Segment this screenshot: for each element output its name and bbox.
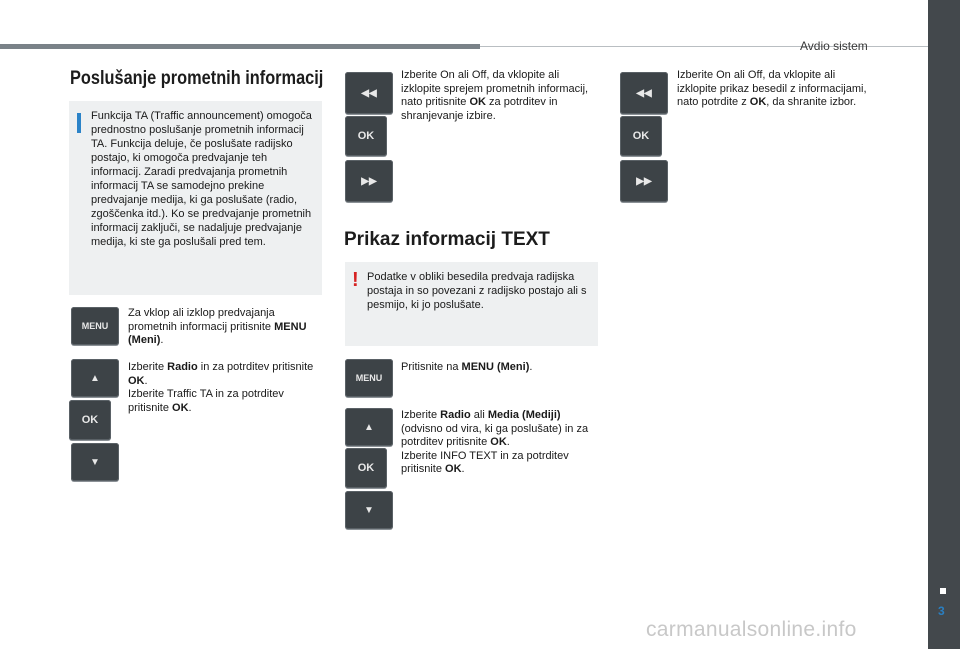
- step-bold: OK: [128, 374, 145, 387]
- step-bold: Radio: [167, 361, 198, 373]
- step-bold: OK: [749, 96, 767, 108]
- down-button: [345, 491, 393, 529]
- step-select-source: [401, 409, 596, 477]
- step-text: Pritisnite na: [401, 361, 462, 373]
- info-note-text: Funkcija TA (Traffic announcement) omogoča prednostno poslušanje prometnih informacij TA. Funkcija deluje, če poslušate radijsko postajo, ki omogoča predvajanje teh informacij. Zaradi predvajanja prometnih informacij TA se samodejno prekine predvajanje medija, ki ga poslušate (radio, zgoščenka itd.). Ko se predvajanje prometnih informacij zaključi, se nadaljuje predvajanje medija, ki ste ga poslušali pred tem.: [91, 110, 312, 248]
- step-text: in za potrditev pritisnite: [197, 361, 314, 373]
- step-bold: MENU (Meni): [461, 361, 530, 373]
- ok-button-label: OK: [357, 130, 375, 142]
- header-rule: [0, 44, 480, 49]
- page-sidebar: [928, 0, 960, 649]
- up-button: [345, 408, 393, 446]
- page-marker: [940, 588, 946, 594]
- step-text: Izberite: [128, 361, 168, 373]
- step-text: Izberite Traffic TA in za potrditev pritisnite: [128, 388, 284, 414]
- title-traffic-info: Poslušanje prometnih informacij: [70, 68, 324, 89]
- step-text: .: [461, 463, 465, 475]
- step-text: .: [144, 374, 148, 387]
- step-text: Izberite INFO TEXT in za potrditev pritisnite: [401, 449, 569, 475]
- step-text: , da shranite izbor.: [766, 96, 857, 108]
- step-text: Za vklop ali izklop predvajanja prometnih informacij pritisnite: [128, 307, 275, 333]
- rewind-icon: ◀◀: [636, 87, 652, 99]
- section-title: Avdio sistem: [800, 39, 868, 53]
- down-button: [71, 443, 119, 481]
- forward-button: [345, 160, 393, 202]
- ok-button-label: OK: [632, 130, 650, 142]
- forward-icon: ▶▶: [361, 175, 377, 187]
- ok-button: [345, 448, 387, 488]
- step-bold: OK: [469, 96, 486, 108]
- menu-button: [71, 307, 119, 345]
- step-toggle-text: [677, 69, 867, 110]
- step-text: .: [506, 436, 510, 448]
- step-toggle-ta: [401, 69, 596, 123]
- up-arrow-icon: ▲: [364, 421, 374, 433]
- menu-button-label: MENU: [355, 373, 383, 383]
- rewind-icon: ◀◀: [361, 87, 377, 99]
- step-text: .: [188, 401, 192, 414]
- ok-button: [345, 116, 387, 156]
- warning-icon: !: [352, 269, 359, 291]
- step-bold: Radio: [440, 409, 471, 421]
- step-text: za potrditev in shranjevanje izbire.: [401, 96, 558, 122]
- step-bold: MENU (Meni): [128, 320, 307, 346]
- watermark: carmanualsonline.info: [646, 618, 857, 641]
- step-bold: Media (Mediji): [487, 409, 561, 421]
- warning-note-text: [345, 262, 598, 346]
- forward-button: [620, 160, 668, 202]
- step-press-menu: [401, 361, 596, 375]
- down-arrow-icon: ▼: [90, 456, 100, 468]
- title-text-info: Prikaz informacij TEXT: [344, 229, 550, 250]
- menu-button-label: MENU: [81, 321, 109, 331]
- step-text: Izberite On ali Off, da vklopite ali izklopite prikaz besedil z informacijami, nato potrdite z: [677, 69, 867, 108]
- warning-note-body: Podatke v obliki besedila predvaja radijska postaja in so povezani z radijsko postajo ali s pesmijo, ki jo poslušate.: [367, 271, 587, 311]
- ok-button: [69, 400, 111, 440]
- step-text: (odvisno od vira, ki ga poslušate) in za potrditev pritisnite: [401, 422, 589, 448]
- up-arrow-icon: ▲: [90, 372, 100, 384]
- info-note-ta: [69, 101, 322, 295]
- step-select-radio: [128, 361, 318, 415]
- step-bold: OK: [445, 463, 462, 475]
- down-arrow-icon: ▼: [364, 504, 374, 516]
- menu-button: [345, 359, 393, 397]
- info-icon: [77, 113, 81, 133]
- step-bold: OK: [490, 436, 507, 448]
- page-number: 3: [938, 604, 945, 618]
- step-text: Izberite: [401, 409, 441, 421]
- ok-button-label: OK: [81, 414, 99, 426]
- step-text: .: [160, 334, 164, 346]
- step-text: Izberite On ali Off, da vklopite ali izklopite sprejem prometnih informacij, nato pritisnite: [401, 69, 589, 108]
- rewind-button: [345, 72, 393, 114]
- rewind-button: [620, 72, 668, 114]
- ok-button: [620, 116, 662, 156]
- up-button: [71, 359, 119, 397]
- step-bold: OK: [172, 401, 189, 414]
- step-menu-toggle: [128, 307, 318, 348]
- step-text: ali: [470, 409, 488, 421]
- forward-icon: ▶▶: [636, 175, 652, 187]
- ok-button-label: OK: [357, 462, 375, 474]
- step-text: .: [529, 361, 533, 373]
